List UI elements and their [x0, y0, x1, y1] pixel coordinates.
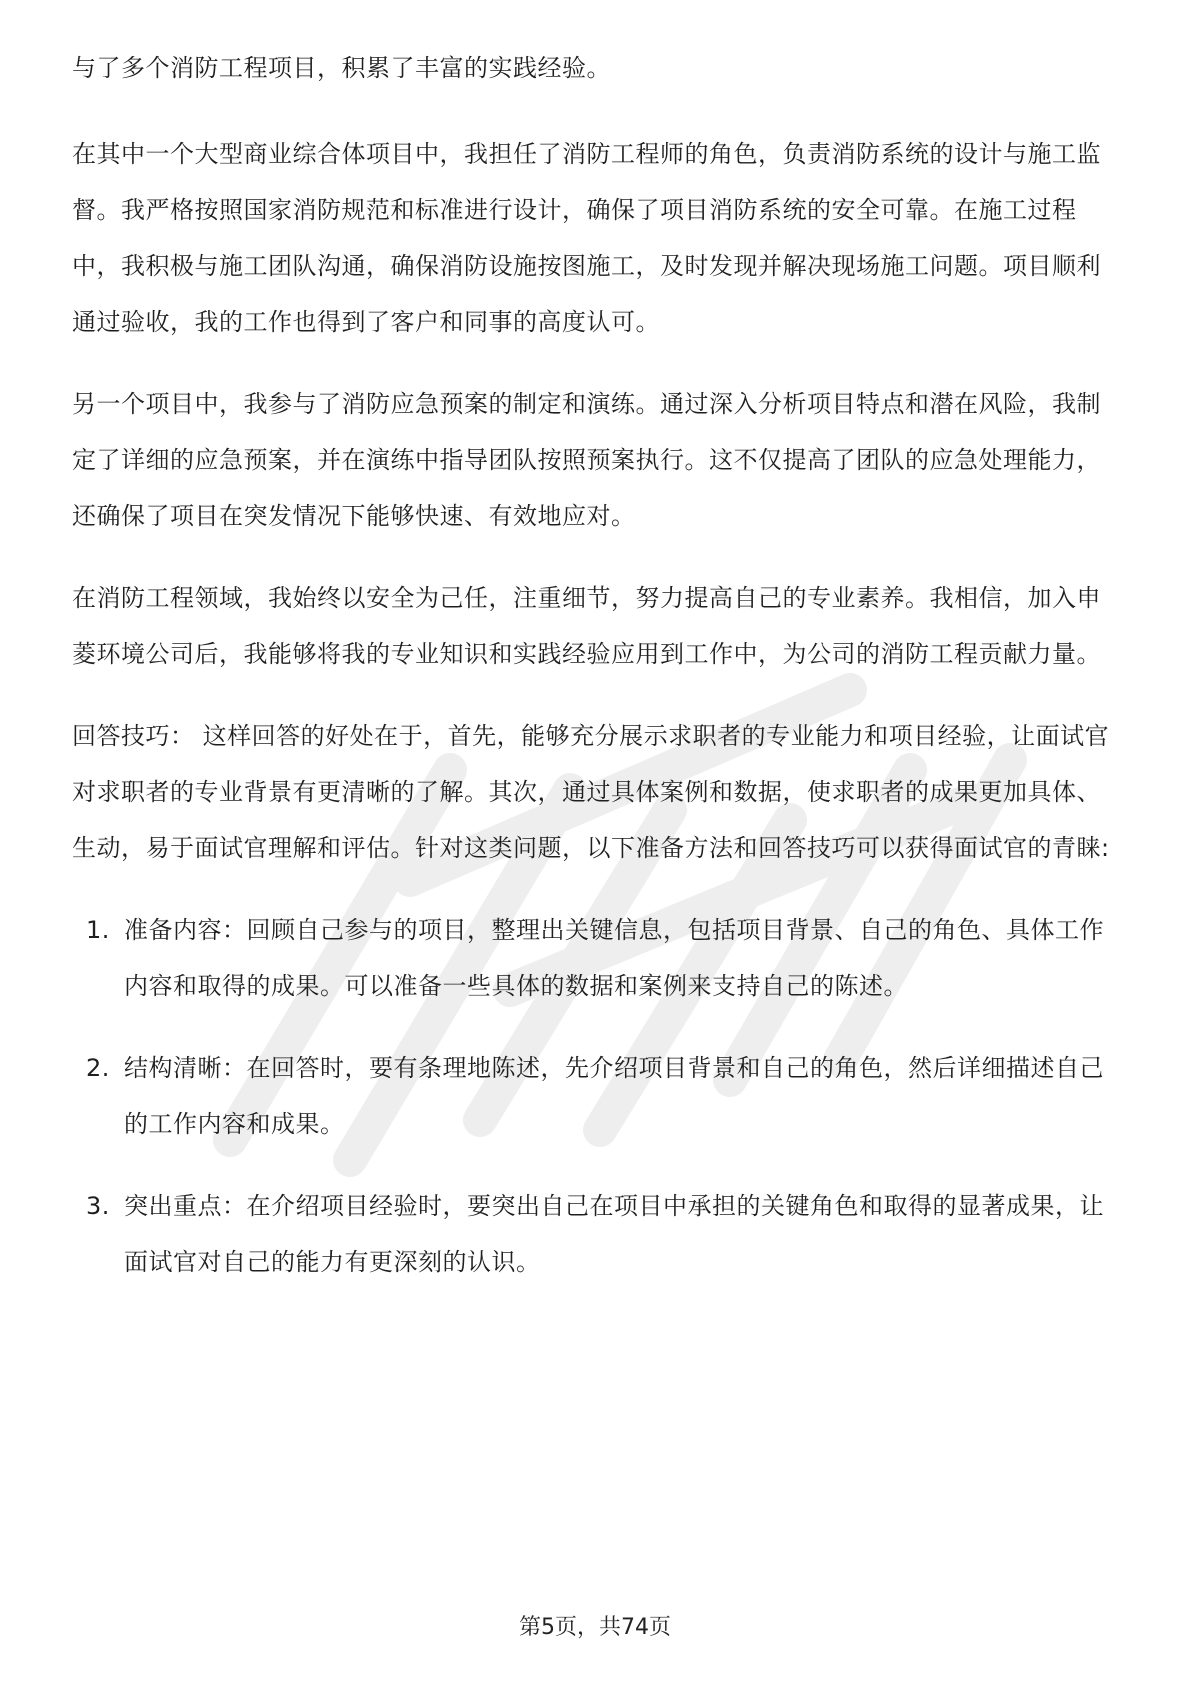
list-item	[72, 902, 1122, 1014]
page-number-footer: 第5页，共74页	[519, 1615, 671, 1640]
list-item-text: 准备内容：回顾自己参与的项目，整理出关键信息，包括项目背景、自己的角色、具体工作内容和取得的成果。可以准备一些具体的数据和案例来支持自己的陈述。	[124, 916, 1104, 1000]
paragraph-answer-tips: 回答技巧： 这样回答的好处在于，首先，能够充分展示求职者的专业能力和项目经验，让面试官对求职者的专业背景有更清晰的了解。其次，通过具体案例和数据，使求职者的成果更加具体、生动，易于面试官理解和评估。针对这类问题，以下准备方法和回答技巧可以获得面试官的青睐:	[72, 722, 1110, 862]
paragraph-intro-continuation: 与了多个消防工程项目，积累了丰富的实践经验。	[72, 54, 611, 82]
paragraph-commitment: 在消防工程领域，我始终以安全为己任，注重细节，努力提高自己的专业素养。我相信，加入申菱环境公司后，我能够将我的专业知识和实践经验应用到工作中，为公司的消防工程贡献力量。	[72, 584, 1101, 668]
tips-list	[72, 902, 1122, 1290]
list-item-number: 3.	[86, 1192, 110, 1220]
list-item-number: 1.	[86, 916, 110, 944]
document-body	[72, 40, 1122, 1316]
list-item-number: 2.	[86, 1054, 110, 1082]
list-item-text: 结构清晰：在回答时，要有条理地陈述，先介绍项目背景和自己的角色，然后详细描述自己的工作内容和成果。	[124, 1054, 1104, 1138]
list-item	[72, 1178, 1122, 1290]
paragraph-commercial-complex-project: 在其中一个大型商业综合体项目中，我担任了消防工程师的角色，负责消防系统的设计与施工监督。我严格按照国家消防规范和标准进行设计，确保了项目消防系统的安全可靠。在施工过程中，我积极与施工团队沟通，确保消防设施按图施工，及时发现并解决现场施工问题。项目顺利通过验收，我的工作也得到了客户和同事的高度认可。	[72, 140, 1101, 336]
list-item-text: 突出重点：在介绍项目经验时，要突出自己在项目中承担的关键角色和取得的显著成果，让面试官对自己的能力有更深刻的认识。	[124, 1192, 1104, 1276]
list-item	[72, 1040, 1122, 1152]
paragraph-emergency-plan-project: 另一个项目中，我参与了消防应急预案的制定和演练。通过深入分析项目特点和潜在风险，我制定了详细的应急预案，并在演练中指导团队按照预案执行。这不仅提高了团队的应急处理能力，还确保了项目在突发情况下能够快速、有效地应对。	[72, 390, 1101, 530]
